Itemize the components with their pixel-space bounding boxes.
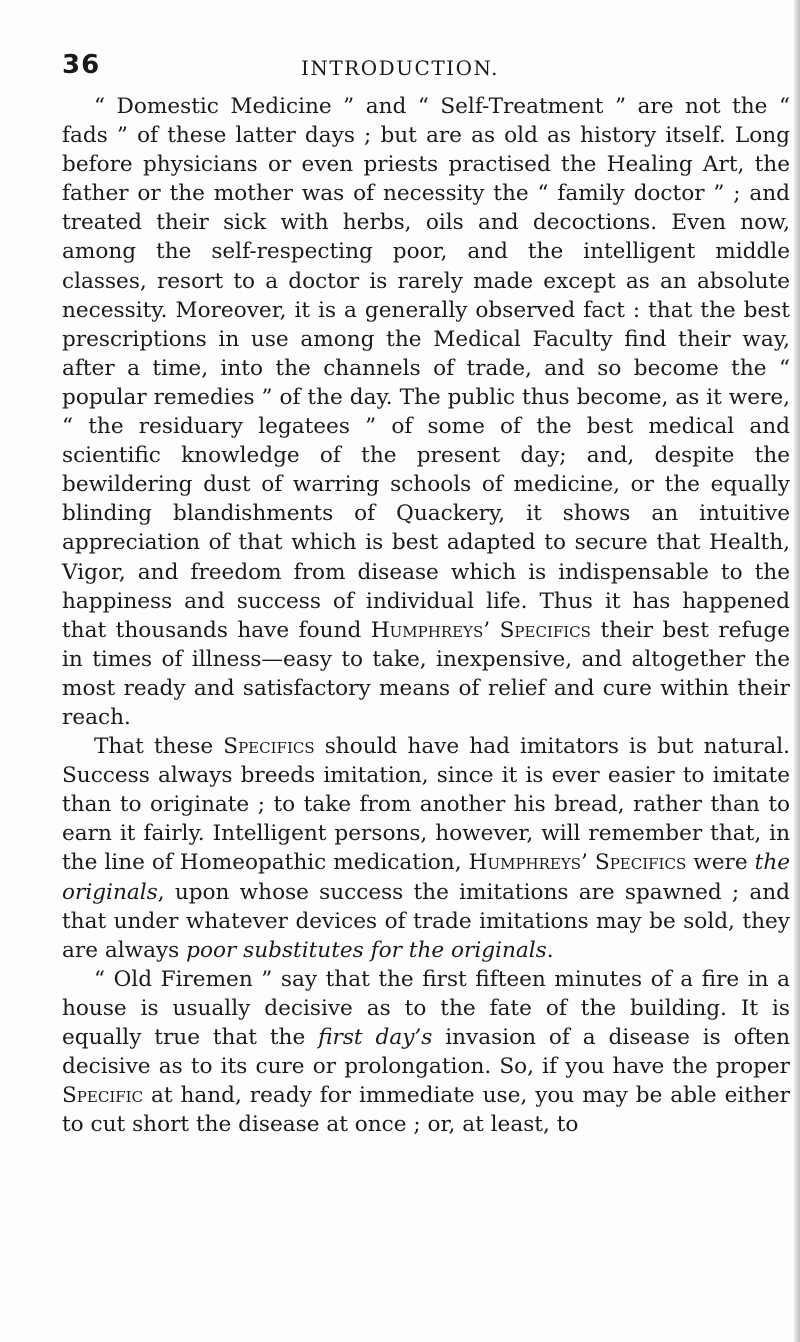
small-caps-text: Specifics [223,734,315,760]
text-run: That these [94,734,224,760]
text-run: , upon whose success the imitations are spawned ; and that under whatever devices of trade imitations may be sold, they are always [62,879,790,963]
paragraph-1 [62,92,790,732]
text-run: invasion of a disease is often decisive as to its cure or prolongation. So, if you have the proper [62,1025,790,1080]
small-caps-text: Humphreys’ Specifics [370,617,591,643]
italic-text: poor substitutes for the originals [186,937,547,963]
page-number: 36 [62,50,101,80]
text-run: their best refuge in times of illness—easy to take, inexpensive, and altogether the most ready and satisfactory means of relief and cure within their reach. [62,617,791,730]
text-run: should have had imitators is but natural. Success always breeds imitation, since it is ever easier to imitate than to originate ; to take from another his bread, rather than to earn it fairly. Intelligent persons, however, will remember that, in the line of Homeopathic medication, [62,734,790,876]
paragraph-3 [62,965,790,1140]
text-run: . [546,937,554,963]
small-caps-text: Humphreys’ Specifics [468,850,687,876]
italic-text: first day’s [318,1025,433,1050]
text-run: at hand, ready for immediate use, you may be able either to cut short the disease at once ; or, at least, to [62,1083,790,1138]
text-run: “ Old Firemen ” say that the first fifteen minutes of a fire in a house is usually decisive as to the fate of the building. It is equally true that the [62,966,790,1050]
text-run: “ Domestic Medicine ” and “ Self-Treatment ” are not the “ fads ” of these latter days ; but are as old as history itself. Long before physicians or even priests practised the Healing Art, the father or the mother was of necessity the “ family doctor ” ; and treated their sick with herbs, oils and decoctions. Even now, among the self-respecting poor, and the intelligent middle classes, resort to a doctor is rarely made except as an absolute necessity. Moreover, it is a generally observed fact : that the best prescriptions in use among the Medical Faculty find their way, after a time, into the channels of trade, and so become the “ popular remedies ” of the day. The public thus become, as it were, “ the residuary legatees ” of some of the best medical and scientific knowledge of the present day; and, despite the bewildering dust of warring schools of medicine, or the equally blinding blandishments of Quackery, it shows an intuitive appreciation of that which is best adapted to secure that Health, Vigor, and freedom from disease which is indispensable to the happiness and success of individual life. Thus it has happened that thousands have found [62,94,790,643]
page-edge-shadow [794,0,800,1342]
text-run: were [686,850,755,876]
small-caps-text: Specific [62,1083,144,1109]
body-text [62,92,790,1139]
paragraph-2 [62,732,790,965]
running-head: INTRODUCTION. [300,56,500,80]
page-header [0,50,800,90]
italic-text: the originals [62,850,791,905]
